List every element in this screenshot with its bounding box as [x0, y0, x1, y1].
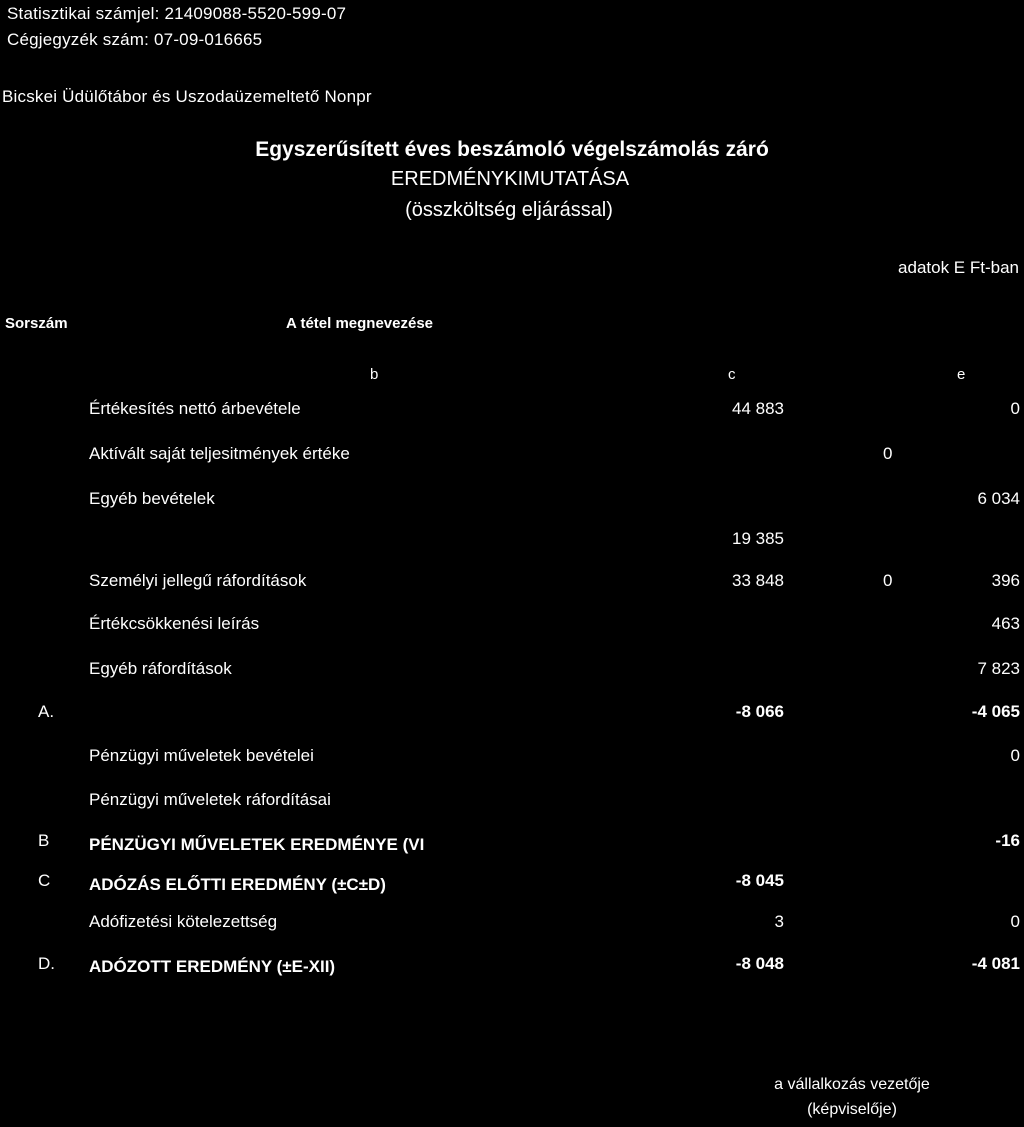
- units-note: adatok E Ft-ban: [898, 258, 1019, 277]
- row-label: Egyéb ráfordítások: [89, 659, 232, 678]
- column-letter-e: e: [957, 366, 966, 383]
- statistical-id: Statisztikai számjel: 21409088-5520-599-07: [7, 4, 347, 23]
- row-label: Pénzügyi műveletek bevételei: [89, 746, 314, 765]
- table-row: [0, 571, 1024, 601]
- row-value-e: 0: [1010, 746, 1020, 765]
- report-title-line-3: (összköltség eljárással): [405, 199, 613, 221]
- table-row: [0, 831, 1024, 865]
- table-row: [0, 399, 1024, 429]
- table-row: [0, 444, 1024, 474]
- row-label: Adófizetési kötelezettség: [89, 912, 278, 931]
- table-row: [0, 746, 1024, 776]
- row-value-e: 7 823: [977, 659, 1020, 678]
- row-code: A.: [38, 702, 55, 721]
- row-code: C: [38, 871, 51, 890]
- row-value-c: -8 045: [735, 871, 784, 890]
- row-label: Személyi jellegű ráfordítások: [89, 571, 307, 590]
- row-label: Aktívált saját teljesitmények értéke: [89, 444, 350, 463]
- row-value-e: -4 081: [971, 954, 1020, 973]
- table-row: [0, 790, 1024, 820]
- row-value-c: -8 048: [735, 954, 784, 973]
- signature-subtitle: (képviselője): [807, 1101, 897, 1118]
- row-code: D.: [38, 954, 55, 973]
- row-value-c: 3: [774, 912, 784, 931]
- row-value-e: -16: [995, 831, 1020, 850]
- row-label: ADÓZÁS ELŐTTI EREDMÉNY (±C±D): [89, 875, 386, 894]
- row-value-d: 0: [883, 444, 893, 463]
- column-letter-c: c: [728, 366, 736, 383]
- row-label: Értékcsökkenési leírás: [89, 614, 260, 633]
- row-value-e: 463: [991, 614, 1020, 633]
- row-value-c: 44 883: [732, 399, 784, 418]
- row-value-e: -4 065: [971, 702, 1020, 721]
- row-value-c: 19 385: [732, 529, 784, 548]
- row-label: Egyéb bevételek: [89, 489, 215, 508]
- table-row: [0, 871, 1024, 905]
- company-registry-number: Cégjegyzék szám: 07-09-016665: [7, 30, 263, 49]
- row-value-e: 6 034: [977, 489, 1020, 508]
- row-value-e: 0: [1010, 399, 1020, 418]
- table-row: [0, 659, 1024, 689]
- row-label: Pénzügyi műveletek ráfordításai: [89, 790, 331, 809]
- row-value-e: 0: [1010, 912, 1020, 931]
- column-header-item-name: A tétel megnevezése: [286, 315, 434, 332]
- row-value-c: -8 066: [735, 702, 784, 721]
- report-title-line-1: Egyszerűsített éves beszámoló végelszámolás záró: [255, 138, 769, 161]
- table-row: [0, 614, 1024, 644]
- column-header-sorszam: Sorszám: [5, 315, 68, 332]
- row-value-d: 0: [883, 571, 893, 590]
- row-label: PÉNZÜGYI MŰVELETEK EREDMÉNYE (VI: [89, 835, 425, 854]
- table-row: [0, 529, 1024, 559]
- table-row: [0, 912, 1024, 942]
- signature-title: a vállalkozás vezetője: [774, 1076, 930, 1093]
- row-value-c: 33 848: [732, 571, 784, 590]
- row-label: Értékesítés nettó árbevétele: [89, 399, 301, 418]
- table-row: [0, 954, 1024, 987]
- row-label: ADÓZOTT EREDMÉNY (±E-XII): [89, 957, 336, 976]
- column-letter-b: b: [370, 366, 379, 383]
- table-row: [0, 702, 1024, 732]
- report-title-line-2: EREDMÉNYKIMUTATÁSA: [390, 168, 630, 190]
- company-name: Bicskei Üdülőtábor és Uszodaüzemeltető Nonpr: [2, 87, 372, 106]
- table-row: [0, 489, 1024, 519]
- row-code: B: [38, 831, 50, 850]
- row-value-e: 396: [991, 571, 1020, 590]
